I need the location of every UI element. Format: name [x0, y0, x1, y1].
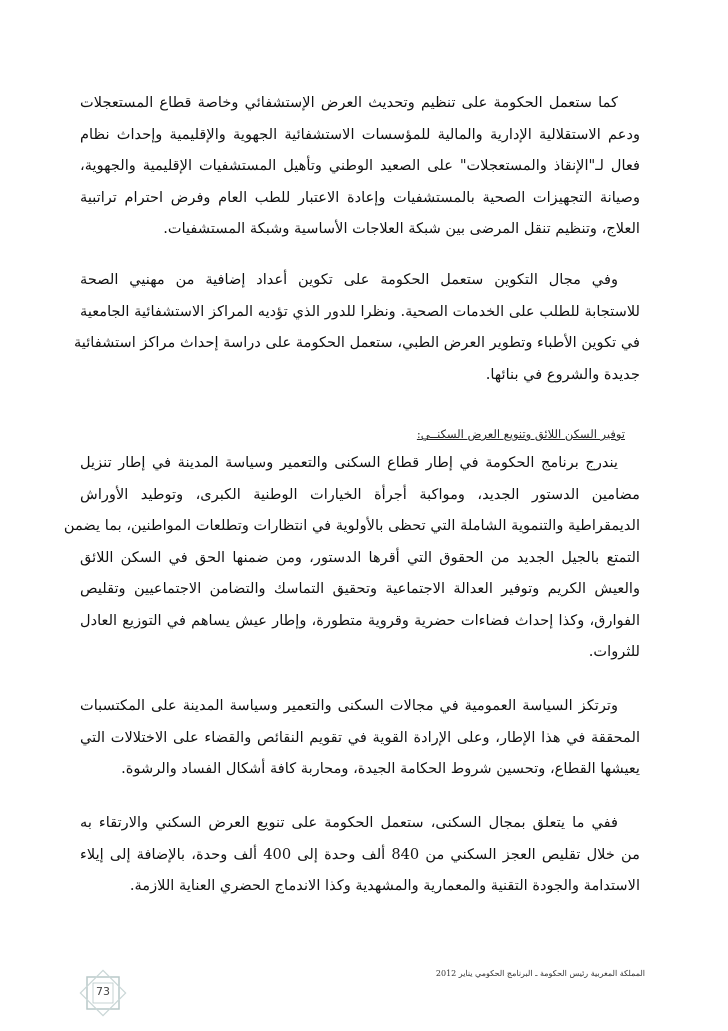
text-line: وترتكز السياسة العمومية في مجالات السكنى والتعمير وسياسة المدينة على المكتسبات: [80, 697, 618, 714]
footer-caption: المملكة المغربية رئيس الحكومة ـ البرنامج الحكومي يناير 2012: [435, 969, 645, 978]
text-line: يعيشها القطاع، وتحسين شروط الحكامة الجيدة، ومحاربة كافة أشكال الفساد والرشوة.: [121, 760, 640, 777]
text-line: مضامين الدستور الجديد، ومواكبة أجرأة الخيارات الوطنية الكبرى، وتوطيد الأوراش: [80, 485, 640, 503]
text-line: وفي مجال التكوين ستعمل الحكومة على تكوين أعداد إضافية من مهنيي الصحة: [80, 271, 618, 288]
paragraph-hospital-services: [80, 87, 640, 245]
text-line: فعال لـ"الإنقاذ والمستعجلات" على الصعيد الوطني وتأهيل المستشفيات الإقليمية والجهوية،: [80, 157, 640, 174]
section-heading: توفير السكن اللائق وتنويع العرض السكنــي:: [416, 427, 625, 441]
text-line: التمتع بالجيل الجديد من الحقوق التي أقرها الدستور، ومن ضمنها الحق في السكن اللائق: [80, 548, 640, 566]
text-line: ودعم الاستقلالية الإدارية والمالية للمؤسسات الاستشفائية الجهوية والإقليمية وإحداث نظام: [80, 125, 640, 143]
text-line: للاستجابة للطلب على الخدمات الصحية. ونظرا للدور الذي تؤديه المراكز الاستشفائية الجامعية: [80, 302, 640, 320]
text-line: الاستدامة والجودة التقنية والمعمارية والمشهدية وكذا الاندماج الحضري العناية اللازمة.: [129, 877, 640, 894]
text-line: الديمقراطية والتنموية الشاملة التي تحظى بالأولوية في انتظارات وتطلعات المواطنين، بما يضمن: [63, 517, 640, 534]
paragraph-training: [73, 264, 640, 390]
text-line: وصيانة التجهيزات الصحية بالمستشفيات وإعادة الاعتبار للطب العام وفرض احترام تراتبية: [80, 188, 640, 206]
paragraph-housing-supply: [80, 807, 640, 902]
text-line: من خلال تقليص العجز السكني من 840 ألف وحدة إلى 400 ألف وحدة، بالإضافة إلى إيلاء: [80, 845, 640, 863]
text-line: في تكوين الأطباء وتطوير العرض الطبي، ستعمل الحكومة على دراسة إحداث مراكز استشفائية: [73, 334, 640, 351]
text-line: يندرج برنامج الحكومة في إطار قطاع السكنى والتعمير وسياسة المدينة في إطار تنزيل: [80, 454, 618, 471]
paragraph-public-policy: [80, 690, 640, 785]
text-line: للثروات.: [588, 643, 640, 660]
text-line: جديدة والشروع في بنائها.: [485, 365, 640, 383]
text-line: المحققة في هذا الإطار، وعلى الإرادة القوية في تقويم النقائص والقضاء على الاختلالات التي: [80, 728, 640, 746]
page-number: 73: [96, 985, 110, 998]
text-line: ففي ما يتعلق بمجال السكنى، ستعمل الحكومة على تنويع العرض السكني والارتقاء به: [80, 814, 618, 831]
text-line: الفوارق، وكذا إحداث فضاءات حضرية وقروية متطورة، وإطار عيش يساهم في التوزيع العادل: [80, 611, 640, 629]
text-line: كما ستعمل الحكومة على تنظيم وتحديث العرض الإستشفائي وخاصة قطاع المستعجلات: [80, 94, 618, 111]
paragraph-housing-program: [63, 447, 640, 668]
text-line: العلاج، وتنظيم تنقل المرضى بين شبكة العلاجات الأساسية وشبكة المستشفيات.: [163, 220, 640, 237]
page-number-badge: [83, 973, 123, 1013]
text-line: والعيش الكريم وتوفير العدالة الاجتماعية وتحقيق التماسك والتضامن الاجتماعيين وتقليص: [80, 580, 640, 597]
